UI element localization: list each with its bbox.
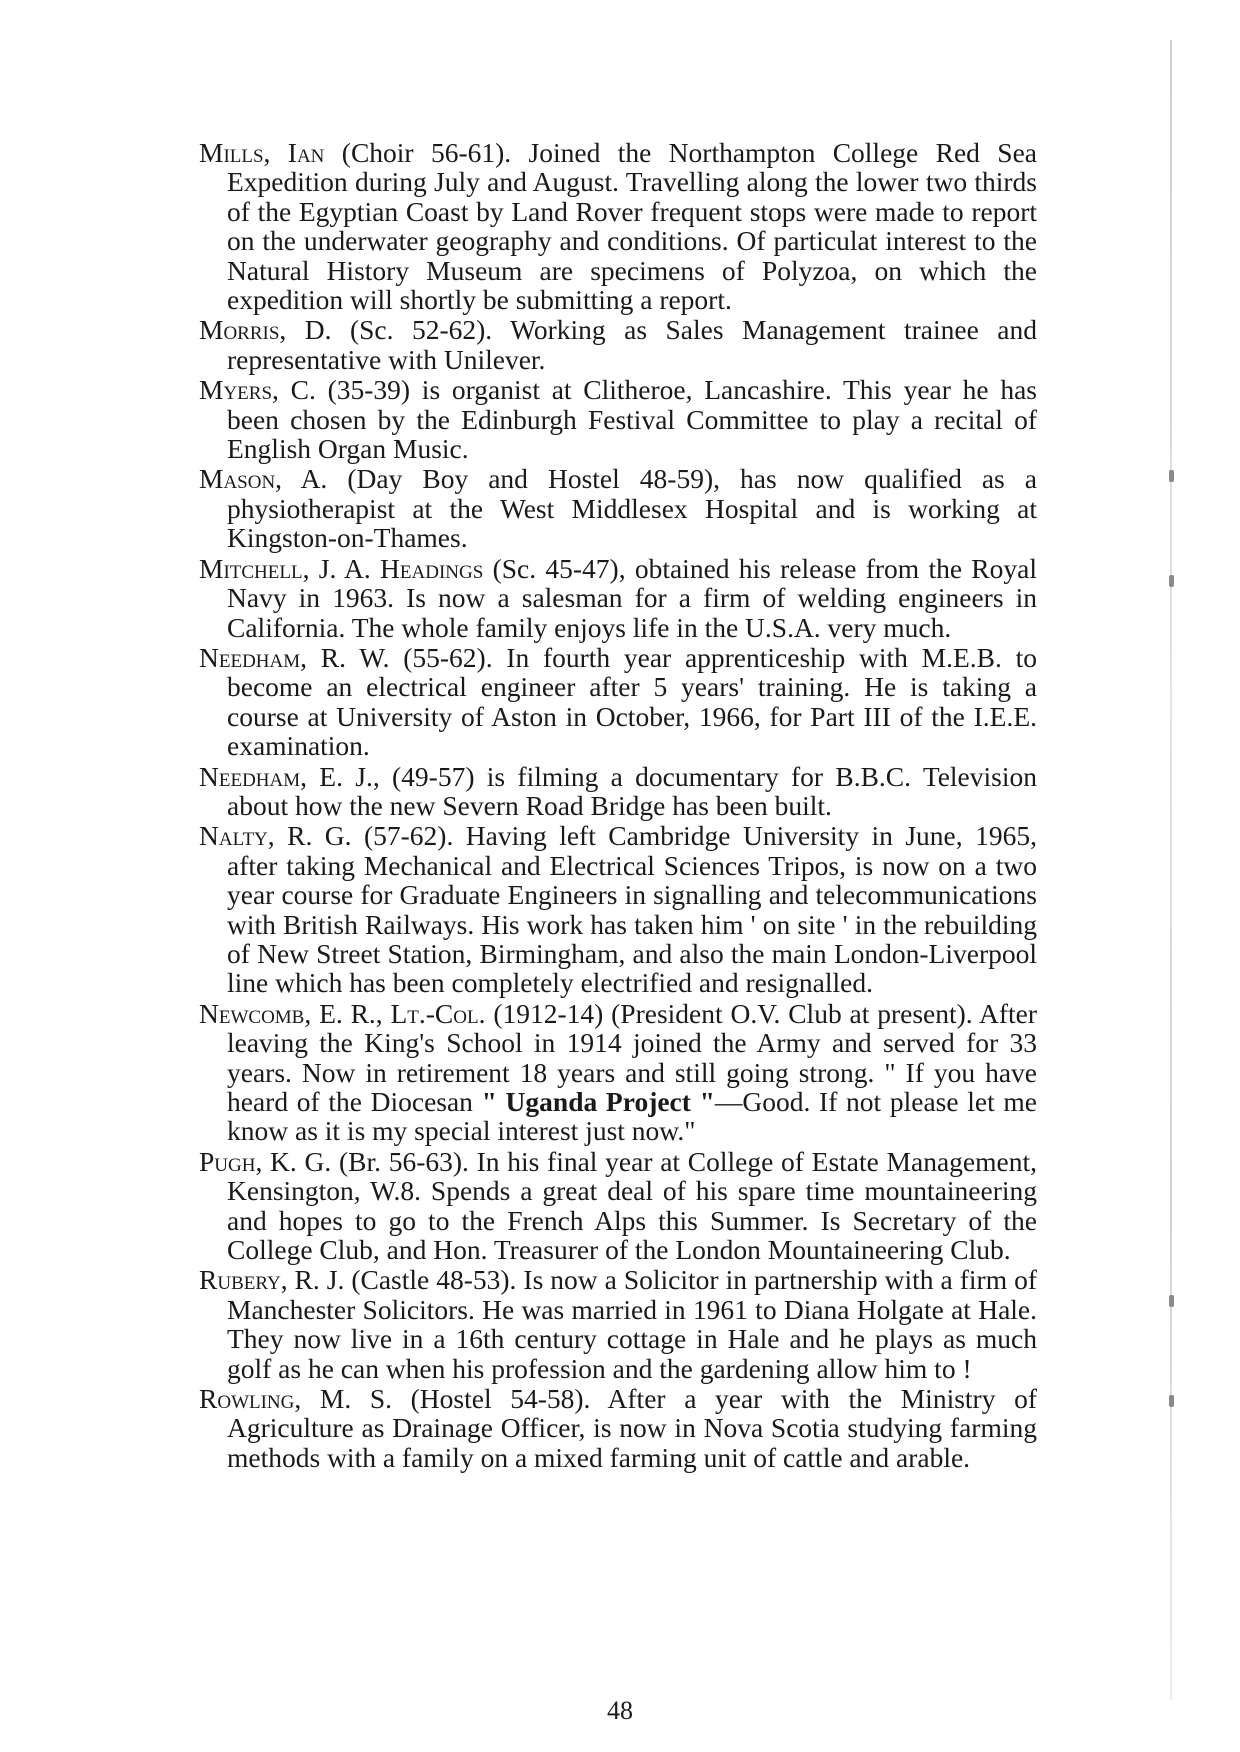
entry-text: (55-62). In fourth year apprenticeship with M.E.B. to become an electrical engineer after 5 years' training. He is taking a course at University of Aston in October, 1966, for Part III of the I.E.E. examination. (227, 641, 1037, 762)
entry-name: Newcomb, E. R., Lt.-Col. (199, 997, 486, 1029)
entry-name: Rubery, R. J. (199, 1264, 345, 1296)
entry-text: (57-62). Having left Cambridge University in June, 1965, after taking Mechanical and Electrical Sciences Tripos, is now on a two year course for Graduate Engineers in signalling and telecommunications with British Railways. His work has taken him ' on site ' in the rebuilding of New Street Station, Birmingham, and also the main London-Liverpool line which has been completely electrified and resignalled. (227, 820, 1037, 999)
entry-pugh (199, 1147, 1037, 1265)
entry-text: (1912-14) (President O.V. Club at present). After leaving the King's School in 1914 joined the Army and served for 33 years. Now in retirement 18 years and still going strong. " If you have heard of the Diocesan (227, 997, 1037, 1117)
entry-text: (Choir 56-61). Joined the Northampton College Red Sea Expedition during July and August. Travelling along the lower two thirds of the Egyptian Coast by Land Rover frequent stops were made to report on the underwater geography and conditions. Of particulat interest to the Natural History Museum are specimens of Polyzoa, on which the expedition will shortly be submitting a report. (227, 137, 1037, 316)
entry-nalty (199, 821, 1037, 997)
edge-tick-mark (1169, 1295, 1174, 1307)
entry-mitchell (199, 554, 1037, 642)
entry-needham-ej (199, 762, 1037, 821)
edge-tick-mark (1169, 470, 1174, 482)
entry-bold-text: " Uganda Project " (481, 1086, 715, 1117)
entry-needham-rw (199, 643, 1037, 761)
entry-name: Needham, E. J., (199, 760, 380, 792)
scanned-page-edge (1170, 40, 1172, 1700)
entry-name: Morris, D. (199, 314, 332, 346)
entry-text: (Day Boy and Hostel 48-59), has now qualified as a physiotherapist at the West Middlesex Hospital and is working at Kingston-on-Thames. (227, 463, 1037, 554)
entry-morris (199, 315, 1037, 374)
entry-text: (Hostel 54-58). After a year with the Ministry of Agriculture as Drainage Officer, is now in Nova Scotia studying farming methods with a family on a mixed farming unit of cattle and arable. (227, 1383, 1037, 1473)
entry-text: (35-39) is organist at Clitheroe, Lancashire. This year he has been chosen by the Edinburgh Festival Committee to play a recital of English Organ Music. (227, 374, 1037, 465)
entry-name: Mason, A. (199, 463, 328, 495)
entry-rubery (199, 1265, 1037, 1383)
entry-name: Mitchell, J. A. Headings (199, 552, 484, 584)
entry-name: Mills, Ian (199, 137, 325, 168)
entry-text-after: —Good. If not please let me know as it is my special interest just now." (227, 1086, 1037, 1147)
entry-name: Myers, C. (199, 374, 316, 406)
entry-rowling (199, 1384, 1037, 1472)
entry-newcomb (199, 999, 1037, 1146)
entry-name: Needham, R. W. (199, 641, 390, 673)
entry-name: Rowling, M. S. (199, 1383, 393, 1415)
entry-text: (49-57) is filming a documentary for B.B.C. Television about how the new Severn Road Bridge has been built. (227, 760, 1037, 821)
entry-myers (199, 375, 1037, 463)
entry-text: (Br. 56-63). In his final year at College of Estate Management, Kensington, W.8. Spends a great deal of his spare time mountaineering and hopes to go to the French Alps this Summer. Is Secretary of the College Club, and Hon. Treasurer of the London Mountaineering Club. (227, 1145, 1037, 1266)
entry-text: (Sc. 52-62). Working as Sales Management trainee and representative with Unilever. (227, 314, 1037, 375)
entry-text: (Castle 48-53). Is now a Solicitor in partnership with a firm of Manchester Solicitors. He was married in 1961 to Diana Holgate at Hale. They now live in a 16th century cottage in Hale and he plays as much golf as he can when his profession and the gardening allow him to ! (227, 1264, 1037, 1384)
page-number: 48 (607, 1696, 633, 1725)
entry-mills (199, 138, 1037, 314)
entry-text: (Sc. 45-47), obtained his release from the Royal Navy in 1963. Is now a salesman for a firm of welding engineers in California. The whole family enjoys life in the U.S.A. very much. (227, 552, 1037, 643)
entry-name: Pugh, K. G. (199, 1145, 332, 1177)
entry-mason (199, 464, 1037, 552)
entry-name: Nalty, R. G. (199, 820, 352, 852)
edge-tick-mark (1169, 575, 1174, 587)
entries-column (199, 138, 1037, 1473)
edge-tick-mark (1169, 1395, 1174, 1407)
